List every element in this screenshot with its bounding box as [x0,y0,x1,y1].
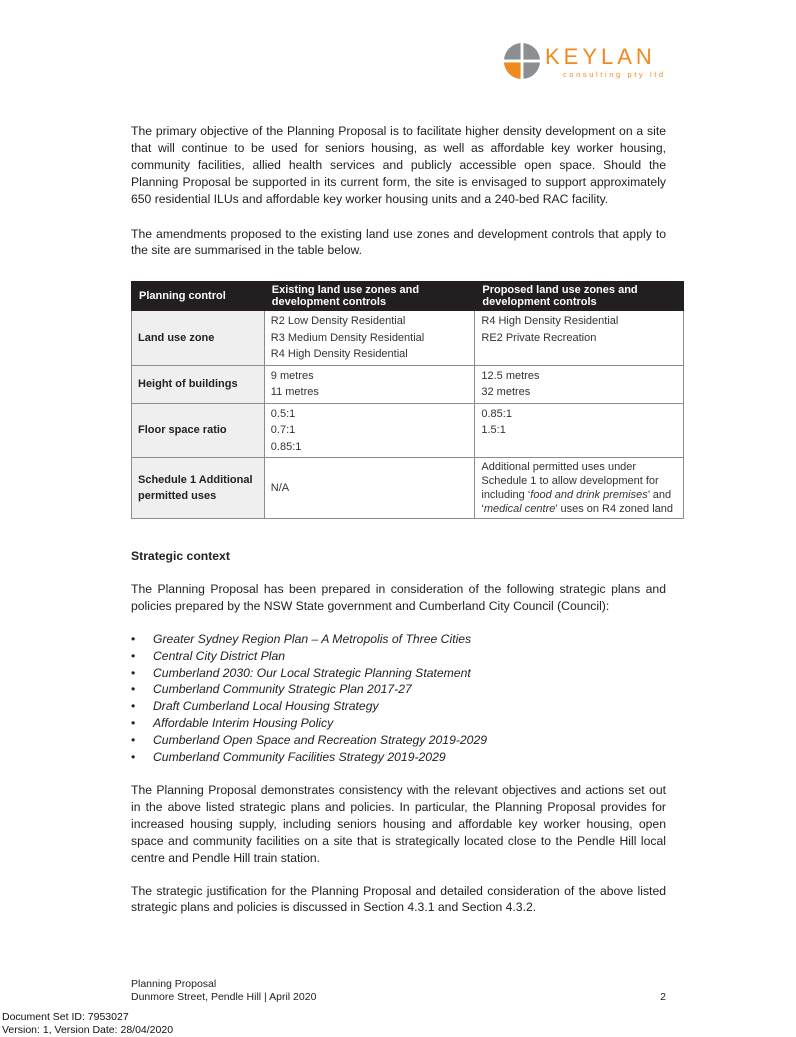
row-existing-cell [264,365,475,403]
cell-line: R4 High Density Residential [481,315,619,327]
table-header-row [132,282,684,311]
table-row [132,365,684,403]
keylan-logo-mark-icon [503,42,541,80]
row-proposed-cell [475,458,684,519]
cell-text: Additional permitted uses under Schedule 1 to allow development for including ‘ [481,461,659,501]
strategic-plans-list [131,631,666,766]
strategic-paragraph-1: The Planning Proposal has been prepared in consideration of the following strategic plans and policies prepared by the NSW State government and Cumberland City Council (Council): [131,581,666,613]
page-footer [131,978,666,1004]
logo-subtitle: consulting pty ltd [563,70,666,79]
strategic-context-section [131,548,666,916]
planning-controls-table [131,281,684,519]
intro-paragraph-2: The amendments proposed to the existing land use zones and development controls that apply to the site are summarised in the table below. [131,226,666,258]
row-control-label: Height of buildings [132,365,265,403]
intro-paragraph-1: The primary objective of the Planning Proposal is to facilitate higher density development on a site that will continue to be used for seniors housing, as well as affordable key worker housing, community facilities, allied health services and publicly accessible open space. Should the Planning Proposal be supported in its current form, the site is envisaged to support approximately 650 residential ILUs and affordable key worker housing units and a 240-bed RAC facility. [131,124,666,206]
row-control-label: Schedule 1 Additional permitted uses [132,458,265,519]
cell-text: ’ uses on R4 zoned land [555,503,673,515]
cell-line: 12.5 metres [481,369,540,382]
list-item: • Cumberland 2030: Our Local Strategic Planning Statement [131,665,666,682]
cell-line: 9 metres [270,369,314,382]
list-item: • Cumberland Open Space and Recreation Strategy 2019-2029 [131,732,666,749]
cell-line: 11 metres [270,386,319,398]
row-control-label: Floor space ratio [132,403,265,458]
cell-line: R3 Medium Density Residential [270,331,425,344]
strategic-paragraph-3: The strategic justification for the Planning Proposal and detailed consideration of the above listed strategic plans and policies is discussed in Section 4.3.1 and Section 4.3.2. [131,883,666,915]
row-proposed-cell [475,311,684,366]
row-existing-cell: N/A [264,458,475,519]
cell-line: 0.5:1 [270,407,296,420]
header-existing: Existing land use zones and development controls [264,282,475,311]
document-set-id: Document Set ID: 7953027 [2,1011,129,1023]
cell-line: 1.5:1 [481,424,506,436]
header-proposed: Proposed land use zones and development controls [475,282,684,311]
list-item: • Cumberland Community Facilities Strategy 2019-2029 [131,749,666,766]
header-planning-control: Planning control [132,282,265,311]
list-item: • Affordable Interim Housing Policy [131,715,666,732]
list-item: • Cumberland Community Strategic Plan 2017-27 [131,681,666,698]
cell-text: ’ and ‘ [481,489,672,515]
cell-line: RE2 Private Recreation [481,331,597,344]
footer-title: Planning Proposal [131,978,217,990]
page-number: 2 [660,991,666,1003]
strategic-paragraph-2: The Planning Proposal demonstrates consistency with the relevant objectives and actions set out in the above listed strategic plans and policies. In particular, the Planning Proposal provides for increased housing supply, including seniors housing and affordable key worker housing, open space and community facilities on a site that is strategically located close to the Pendle Hill local centre and Pendle Hill train station. [131,782,666,865]
table-row [132,458,684,519]
cell-line: 32 metres [481,386,531,398]
cell-text-italic: medical centre [483,503,556,515]
cell-text-italic: food and drink premises [530,489,648,501]
cell-line: R4 High Density Residential [270,348,408,360]
strategic-heading: Strategic context [131,549,230,563]
footer-subtitle: Dunmore Street, Pendle Hill | April 2020 [131,991,317,1003]
cell-line: 0.7:1 [270,424,296,436]
logo-name: KEYLAN [545,44,656,69]
cell-line: R2 Low Density Residential [270,315,406,327]
intro-section [131,123,666,259]
list-item: • Greater Sydney Region Plan – A Metropolis of Three Cities [131,631,666,648]
cell-line: 0.85:1 [270,440,302,453]
row-control-label: Land use zone [132,311,265,366]
document-version: Version: 1, Version Date: 28/04/2020 [2,1024,174,1036]
list-item: • Draft Cumberland Local Housing Strategy [131,698,666,715]
row-proposed-cell [475,403,684,458]
keylan-logo [503,42,683,92]
cell-line: 0.85:1 [481,407,512,420]
document-metadata [2,1011,173,1037]
list-item: • Central City District Plan [131,648,666,665]
row-existing-cell [264,311,475,366]
row-existing-cell [264,403,475,458]
row-proposed-cell [475,365,684,403]
table-row [132,311,684,366]
table-row [132,403,684,458]
